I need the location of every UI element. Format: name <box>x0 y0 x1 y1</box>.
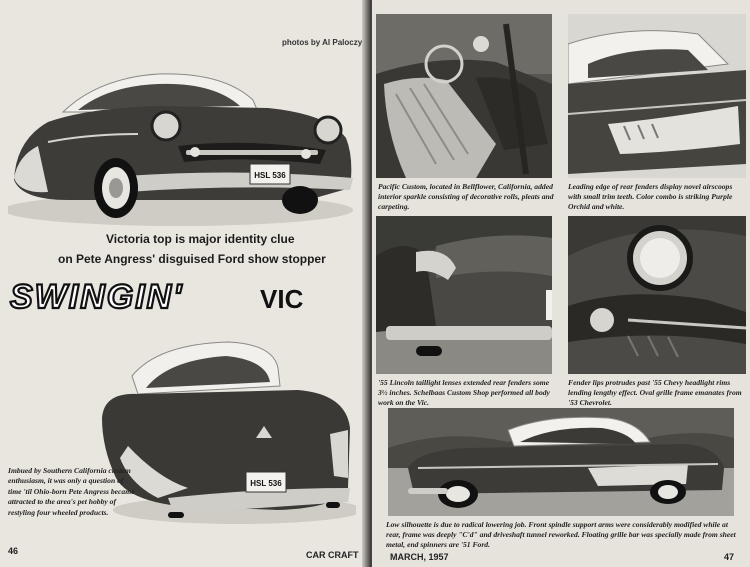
right-page <box>372 0 750 567</box>
headlight-photo <box>568 216 746 374</box>
headline-swingin: SWINGIN' <box>10 278 184 316</box>
headline-vic: VIC <box>260 284 304 314</box>
magazine-name: CAR CRAFT <box>306 550 359 560</box>
car-front-photo <box>8 60 356 228</box>
front-license-plate: HSL 536 <box>254 171 286 180</box>
caption-interior: Pacific Custom, located in Bellflower, California, added interior sparkle consisting of decorative rolls, pleats and carpeting. <box>378 182 554 212</box>
deck-line-1: Victoria top is major identity clue <box>106 232 295 246</box>
caption-taillight: '55 Lincoln taillight lenses extended rear fenders some 3½ inches. Schelbaas Custom Shop performed all body work on the Vic. <box>378 378 550 408</box>
caption-profile: Low silhouette is due to radical lowering job. Front spindle support arms were considerably modified while at rear, frame was deeply "C'd" and driveshaft tunnel reworked. Floating grille bar was specially made from sheet metal, end spinners are '51 Ford. <box>386 520 736 550</box>
profile-photo <box>388 408 734 516</box>
headline <box>8 274 308 318</box>
photo-credit: photos by Al Paloczy <box>282 38 363 47</box>
rear-license-plate: HSL 536 <box>250 479 282 488</box>
car-rear-photo <box>98 338 356 530</box>
page-number-right: 47 <box>724 552 735 562</box>
intro-paragraph: Imbued by Southern California custom enthusiasm, it was only a question of time 'til Ohio-born Pete Angress became attracted to the area's pet hobby of restyling four wheeled products. <box>8 466 135 517</box>
taillight-photo <box>376 216 552 374</box>
left-page <box>0 0 368 567</box>
caption-fender: Leading edge of rear fenders display novel airscoops with small trim teeth. Color combo is striking Purple Orchid and white. <box>568 182 733 212</box>
rear-fender-photo <box>568 14 746 178</box>
issue-date: MARCH, 1957 <box>390 552 449 562</box>
deck-line-2: on Pete Angress' disguised Ford show stopper <box>58 252 326 266</box>
caption-headlight: Fender lips protrudes past '55 Chevy headlight rims lending lengthy effect. Oval grille frame emanates from '53 Chevrolet. <box>568 378 742 408</box>
interior-photo <box>376 14 552 178</box>
page-number-left: 46 <box>8 546 19 556</box>
